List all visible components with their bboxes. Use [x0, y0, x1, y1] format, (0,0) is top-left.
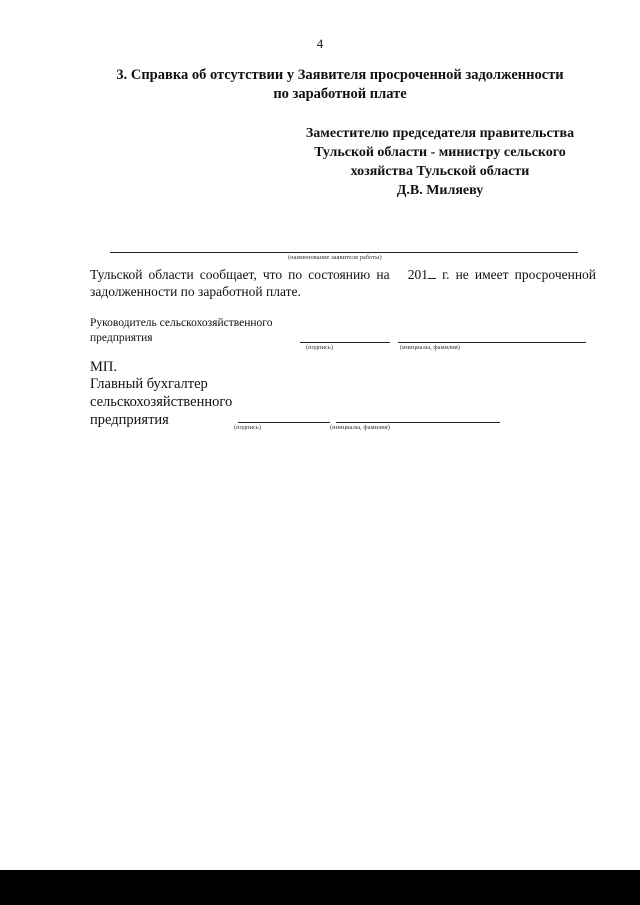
accountant-name-caption: (инициалы, фамилия): [330, 424, 390, 431]
heading-line-1: 3. Справка об отсутствии у Заявителя просроченной задолженности: [116, 67, 564, 83]
statement-after: г. не имеет просроченной задолженности по заработной плате.: [90, 267, 597, 299]
page-number: 4: [316, 36, 324, 51]
addressee-line-2: Тульской области - министру сельского: [314, 145, 566, 160]
statement-text: [90, 266, 596, 300]
employer-name-line[interactable]: [110, 252, 578, 253]
addressee-block: [280, 124, 600, 200]
addressee-line-4: Д.В. Миляеву: [396, 183, 484, 198]
manager-name-caption: (инициалы, фамилия): [400, 344, 460, 351]
manager-name-line[interactable]: [398, 342, 586, 343]
accountant-name-line[interactable]: [336, 422, 500, 423]
manager-label-line-1: Руководитель сельскохозяйственного: [90, 317, 273, 329]
heading-line-2: по заработной плате: [273, 86, 407, 102]
document-heading: [90, 66, 590, 104]
year-blank[interactable]: [428, 278, 436, 279]
accountant-signature-line[interactable]: [238, 422, 330, 423]
scan-border: [0, 870, 640, 905]
statement-year: 201: [407, 267, 429, 282]
employer-name-caption: (наименование заявителя работы): [288, 254, 382, 261]
accountant-label-line-2: сельскохозяйственного: [90, 394, 233, 410]
addressee-line-3: хозяйства Тульской области: [350, 164, 530, 179]
accountant-label-line-1: Главный бухгалтер: [90, 376, 208, 392]
manager-signature-caption: (подпись): [306, 344, 333, 351]
addressee-line-1: Заместителю председателя правительства: [305, 126, 575, 141]
statement-before: Тульской области сообщает, что по состоянию на: [90, 267, 390, 282]
accountant-signature-caption: (подпись): [234, 424, 261, 431]
stamp-label: МП.: [90, 359, 117, 375]
manager-signature-line[interactable]: [300, 342, 390, 343]
manager-label-line-2: предприятия: [90, 332, 153, 344]
manager-label: [90, 316, 272, 346]
accountant-label: [90, 375, 232, 429]
accountant-label-line-3: предприятия: [90, 412, 169, 428]
